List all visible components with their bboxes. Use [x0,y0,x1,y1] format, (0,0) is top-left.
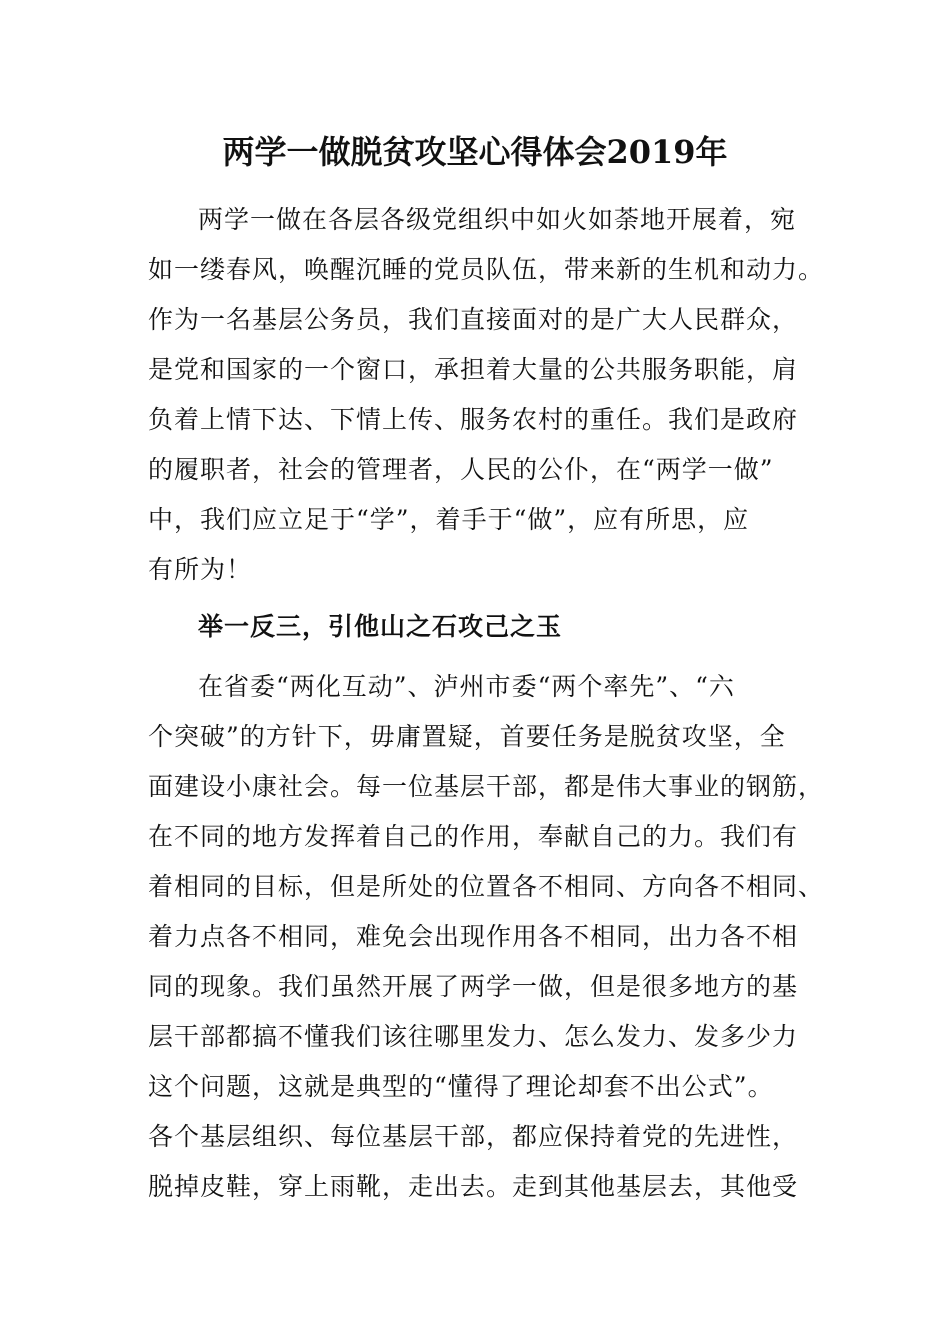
paragraph-2-line: 同的现象。我们虽然开展了两学一做，但是很多地方的基 [148,972,799,1001]
paragraph-2-line: 面建设小康社会。每一位基层干部，都是伟大事业的钢筋， [148,772,825,801]
document-title: 两学一做脱贫攻坚心得体会2019年 [222,133,728,171]
paragraph-2-line: 个突破”的方针下，毋庸置疑，首要任务是脱贫攻坚，全 [148,722,786,751]
paragraph-1-line: 的履职者，社会的管理者，人民的公仆，在“两学一做” [148,455,774,484]
paragraph-1-line: 作为一名基层公务员，我们直接面对的是广大人民群众， [148,305,799,334]
paragraph-2-line: 在不同的地方发挥着自己的作用，奉献自己的力。我们有 [148,822,799,851]
paragraph-1-line: 有所为！ [148,555,253,584]
paragraph-1-line: 如一缕春风，唤醒沉睡的党员队伍，带来新的生机和动力。 [148,255,825,284]
paragraph-2-line: 在省委“两化互动”、泸州市委“两个率先”、“六 [198,672,735,701]
paragraph-1-line: 负着上情下达、下情上传、服务农村的重任。我们是政府 [148,405,799,434]
paragraph-2-line: 层干部都搞不懂我们该往哪里发力、怎么发力、发多少力 [148,1022,799,1051]
paragraph-2-line: 着力点各不相同，难免会出现作用各不相同，出力各不相 [148,922,799,951]
paragraph-2-line: 脱掉皮鞋，穿上雨靴，走出去。走到其他基层去，其他受 [148,1172,799,1201]
paragraph-2-line: 各个基层组织、每位基层干部，都应保持着党的先进性， [148,1122,799,1151]
paragraph-1-line: 是党和国家的一个窗口，承担着大量的公共服务职能，肩 [148,355,799,384]
paragraph-2-line: 这个问题，这就是典型的“懂得了理论却套不出公式”。 [148,1072,774,1101]
paragraph-1-line: 两学一做在各层各级党组织中如火如荼地开展着，宛 [198,205,797,234]
section-heading: 举一反三，引他山之石攻己之玉 [198,612,563,641]
paragraph-2-line: 着相同的目标，但是所处的位置各不相同、方向各不相同、 [148,872,825,901]
paragraph-1-line: 中，我们应立足于“学”，着手于“做”，应有所思，应 [148,505,750,534]
